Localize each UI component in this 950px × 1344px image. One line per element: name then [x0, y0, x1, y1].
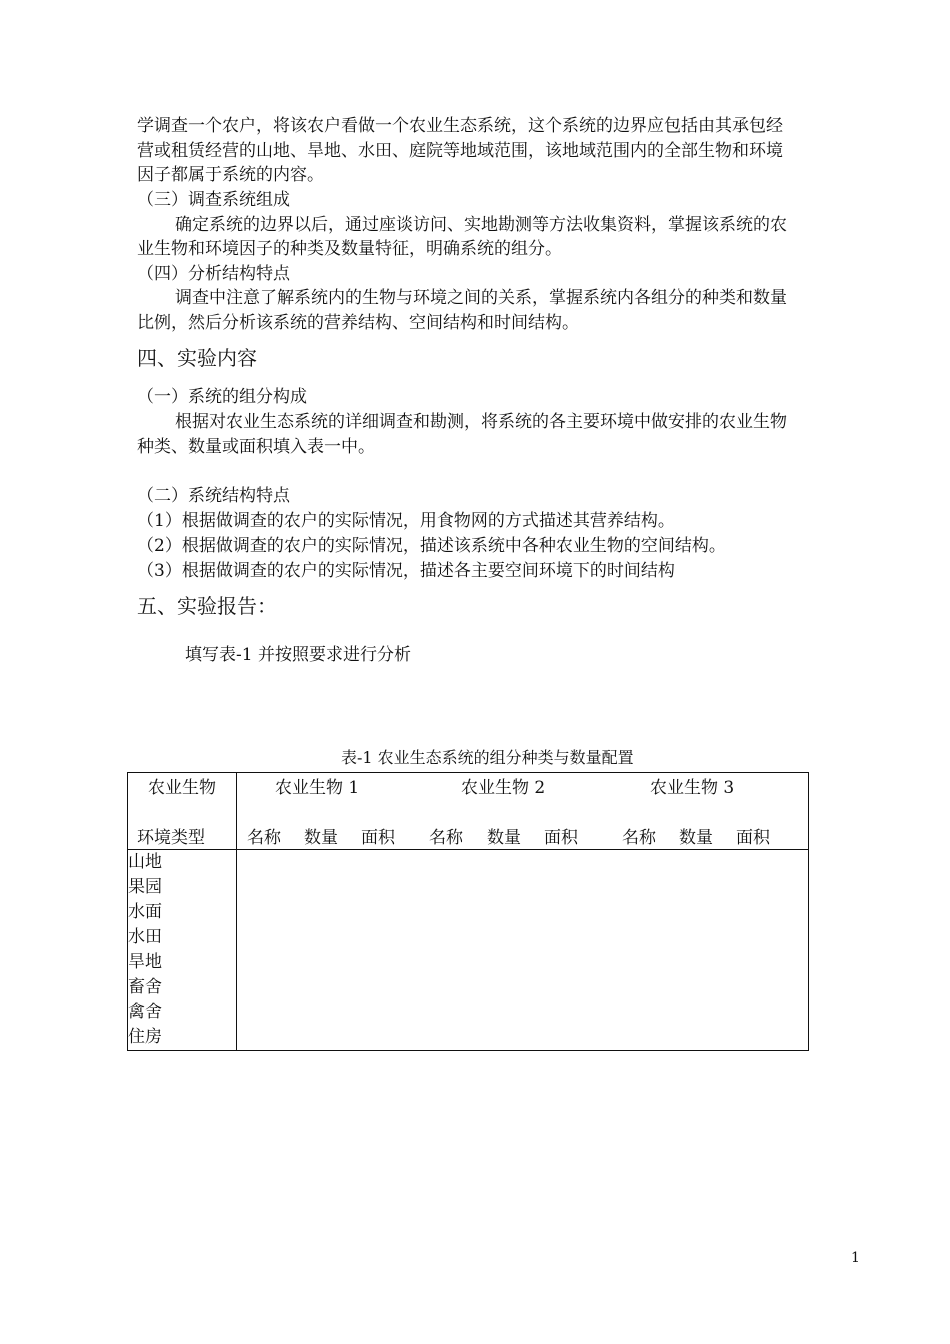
list-item: （2）根据做调查的农户的实际情况，描述该系统中各种农业生物的空间结构。	[137, 536, 726, 556]
paragraph-line: 业生物和环境因子的种类及数量特征，明确系统的组分。	[137, 239, 562, 259]
column-header: 面积	[544, 828, 578, 848]
subsection-heading: （三）调查系统组成	[137, 190, 290, 210]
environment-type: 住房	[128, 1027, 162, 1047]
table-corner-cell	[128, 773, 237, 850]
group-header: 农业生物 3	[650, 778, 735, 798]
paragraph-line: 比例，然后分析该系统的营养结构、空间结构和时间结构。	[137, 313, 579, 333]
environment-type: 旱地	[128, 952, 162, 972]
column-header: 名称	[429, 828, 463, 848]
list-item: （3）根据做调查的农户的实际情况，描述各主要空间环境下的时间结构	[137, 561, 675, 581]
column-header: 名称	[247, 828, 281, 848]
environment-type: 禽舍	[128, 1002, 162, 1022]
corner-label-environment: 环境类型	[137, 828, 205, 848]
table-entry-area[interactable]	[237, 850, 809, 1051]
subsection-heading: （二）系统结构特点	[137, 486, 290, 506]
component-table	[127, 772, 809, 1051]
table-header-row	[128, 773, 809, 850]
environment-type: 果园	[128, 877, 162, 897]
paragraph-line: 因子都属于系统的内容。	[137, 165, 324, 185]
corner-label-organism: 农业生物	[148, 778, 216, 798]
table-caption: 表-1 农业生态系统的组分种类与数量配置	[341, 748, 634, 767]
paragraph-line: 填写表-1 并按照要求进行分析	[185, 645, 411, 665]
column-header: 数量	[679, 828, 713, 848]
column-header: 数量	[304, 828, 338, 848]
subsection-heading: （四）分析结构特点	[137, 264, 290, 284]
environment-type: 山地	[128, 852, 162, 872]
paragraph-line: 调查中注意了解系统内的生物与环境之间的关系，掌握系统内各组分的种类和数量	[175, 288, 787, 308]
column-header: 名称	[622, 828, 656, 848]
column-header: 面积	[361, 828, 395, 848]
environment-type: 水面	[128, 902, 162, 922]
paragraph-line: 营或租赁经营的山地、旱地、水田、庭院等地域范围，该地域范围内的全部生物和环境	[137, 141, 783, 161]
list-item: （1）根据做调查的农户的实际情况，用食物网的方式描述其营养结构。	[137, 511, 675, 531]
paragraph-line: 种类、数量或面积填入表一中。	[137, 437, 375, 457]
environment-type: 畜舍	[128, 977, 162, 997]
column-header: 面积	[736, 828, 770, 848]
paragraph-line: 根据对农业生态系统的详细调查和勘测，将系统的各主要环境中做安排的农业生物	[175, 412, 787, 432]
table-body-row	[128, 850, 809, 1051]
subsection-heading: （一）系统的组分构成	[137, 387, 307, 407]
group-header: 农业生物 1	[275, 778, 360, 798]
column-header: 数量	[487, 828, 521, 848]
environment-type: 水田	[128, 927, 162, 947]
section-heading: 五、实验报告：	[137, 594, 277, 618]
table-header-cell	[237, 773, 809, 850]
paragraph-line: 学调查一个农户，将该农户看做一个农业生态系统，这个系统的边界应包括由其承包经	[137, 116, 783, 136]
page-number: 1	[851, 1250, 860, 1266]
section-heading: 四、实验内容	[137, 346, 257, 370]
environment-column	[128, 850, 237, 1051]
group-header: 农业生物 2	[461, 778, 546, 798]
paragraph-line: 确定系统的边界以后，通过座谈访问、实地勘测等方法收集资料，掌握该系统的农	[175, 215, 787, 235]
